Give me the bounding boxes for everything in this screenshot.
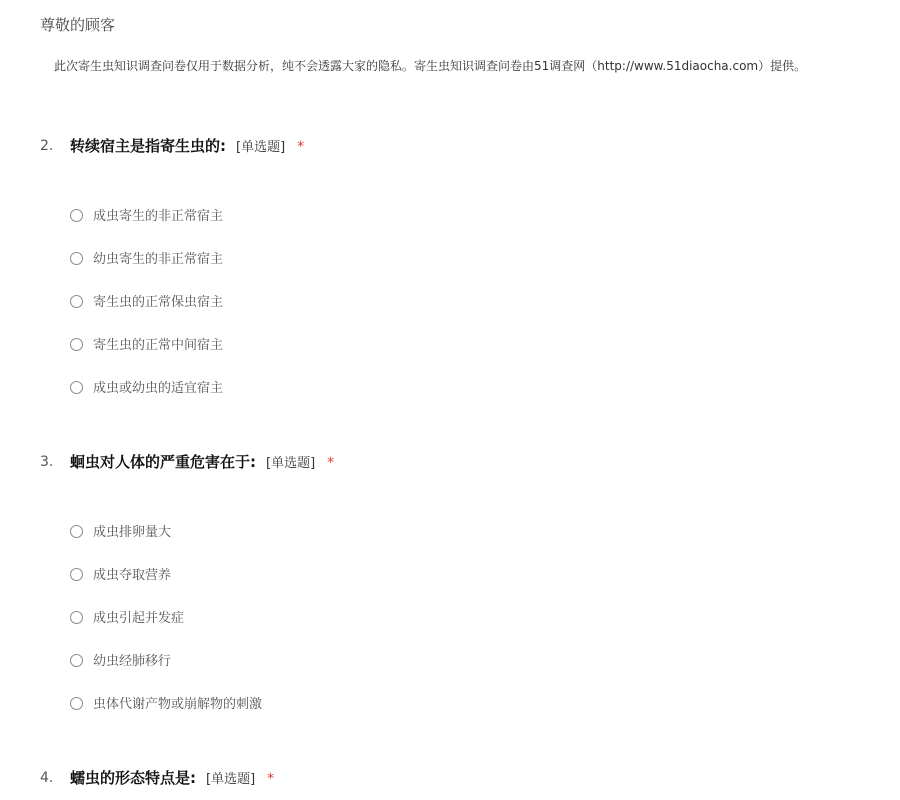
question-header <box>70 134 304 160</box>
question-number: 4. <box>40 770 54 786</box>
option-label[interactable]: 幼虫寄生的非正常宿主 <box>93 252 224 267</box>
radio-button[interactable] <box>70 611 83 624</box>
option-label[interactable]: 虫体代谢产物或崩解物的刺激 <box>93 697 263 712</box>
option-label[interactable]: 成虫排卵量大 <box>93 525 172 540</box>
survey-greeting: 尊敬的顾客 <box>40 16 116 34</box>
question-title: 转续宿主是指寄生虫的: <box>70 137 226 155</box>
option-label[interactable]: 成虫寄生的非正常宿主 <box>93 209 224 224</box>
required-marker: * <box>327 455 335 471</box>
option-label[interactable]: 幼虫经肺移行 <box>93 654 172 669</box>
question-number: 2. <box>40 138 54 154</box>
radio-button[interactable] <box>70 568 83 581</box>
radio-button[interactable] <box>70 209 83 222</box>
radio-button[interactable] <box>70 381 83 394</box>
question-title: 蠕虫的形态特点是: <box>70 769 196 787</box>
required-marker: * <box>297 139 305 155</box>
option-label[interactable]: 成虫夺取营养 <box>93 568 172 583</box>
survey-intro: 此次寄生虫知识调查问卷仅用于数据分析，纯不会透露大家的隐私。寄生虫知识调查问卷由51调查网（http://www.51diaocha.com）提供。 <box>54 59 807 73</box>
radio-button[interactable] <box>70 252 83 265</box>
radio-button[interactable] <box>70 525 83 538</box>
question-type-label: [单选题] <box>266 456 316 471</box>
question-type-label: [单选题] <box>206 772 256 787</box>
radio-button[interactable] <box>70 295 83 308</box>
radio-button[interactable] <box>70 338 83 351</box>
option-label[interactable]: 寄生虫的正常保虫宿主 <box>93 295 224 310</box>
question-header <box>70 450 334 476</box>
question-title: 蛔虫对人体的严重危害在于: <box>70 453 256 471</box>
option-label[interactable]: 寄生虫的正常中间宿主 <box>93 338 224 353</box>
option-label[interactable]: 成虫或幼虫的适宜宿主 <box>93 381 224 396</box>
radio-button[interactable] <box>70 697 83 710</box>
option-label[interactable]: 成虫引起并发症 <box>93 611 185 626</box>
radio-button[interactable] <box>70 654 83 667</box>
question-type-label: [单选题] <box>236 140 286 155</box>
question-number: 3. <box>40 454 54 470</box>
required-marker: * <box>267 771 275 787</box>
question-header <box>70 766 274 792</box>
